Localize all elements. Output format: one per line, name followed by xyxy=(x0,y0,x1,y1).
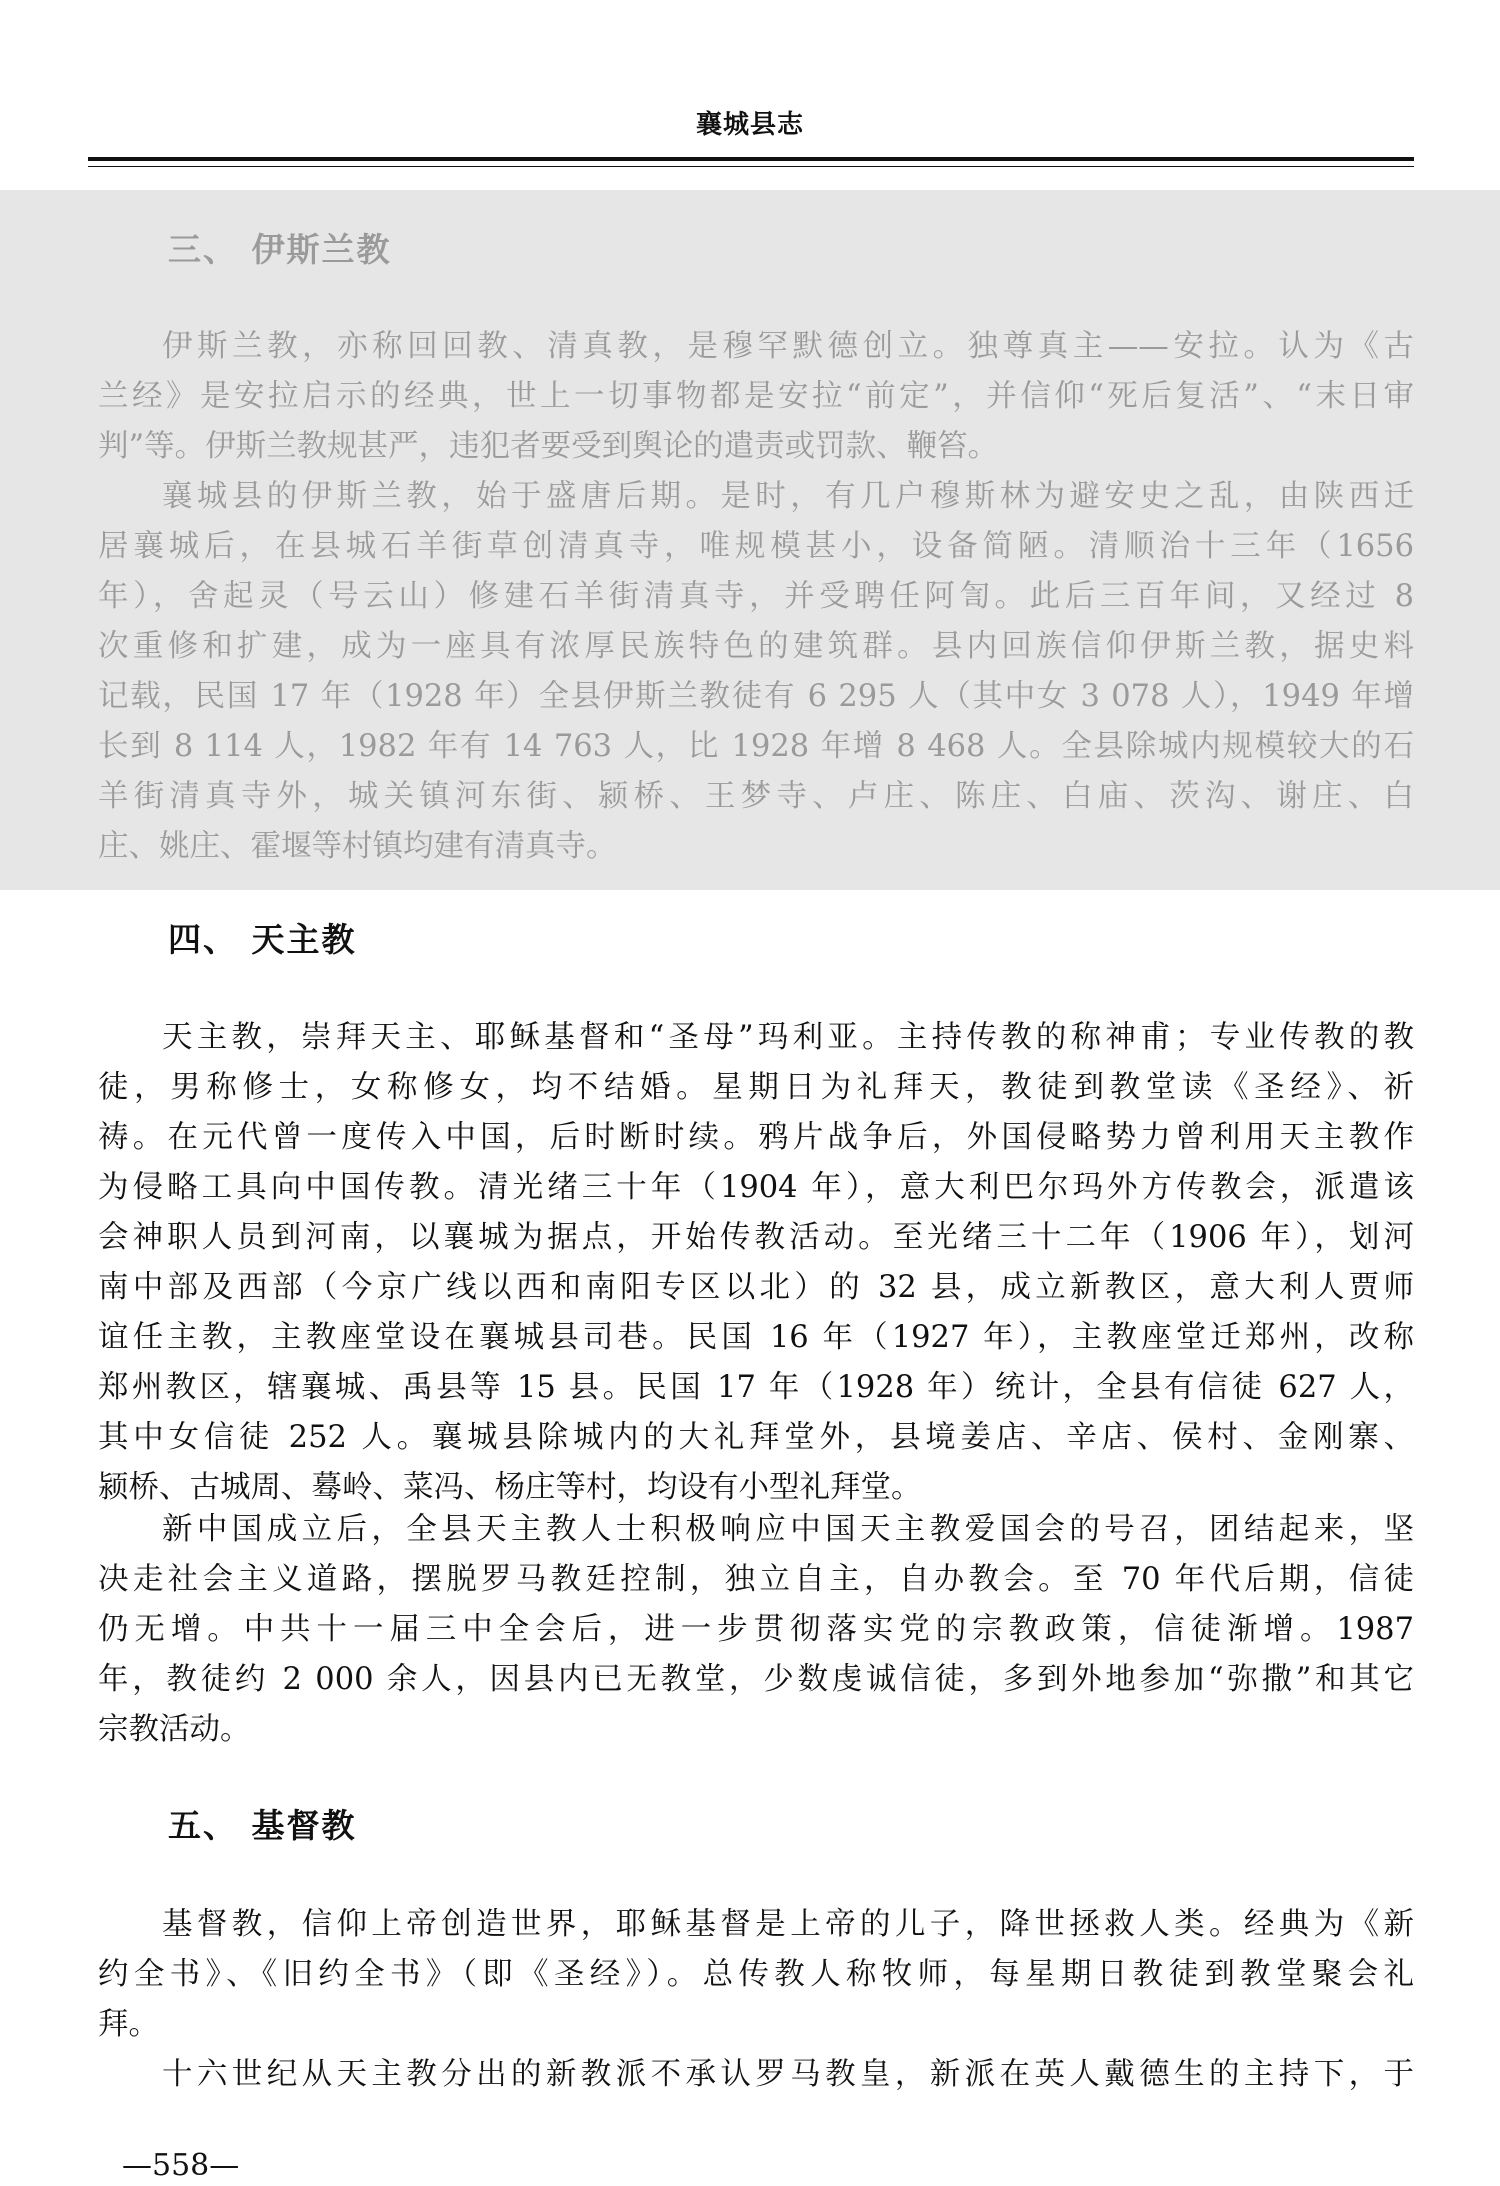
text-line: 基督教，信仰上帝创造世界，耶稣基督是上帝的儿子，降世拯救人类。经典为《新 xyxy=(162,1907,1414,1942)
text-line: 羊街清真寺外，城关镇河东街、颍桥、王梦寺、卢庄、陈庄、白庙、茨沟、谢庄、白 xyxy=(98,779,1414,814)
paragraph-catholic-2 xyxy=(98,1505,1414,1755)
paragraph-islam-1 xyxy=(98,322,1414,472)
text-line: 约全书》、《旧约全书》（即《圣经》）。总传教人称牧师，每星期日教徒到教堂聚会礼 xyxy=(98,1957,1414,1992)
page-number: —558— xyxy=(122,2148,240,2183)
text-line: 南中部及西部（今京广线以西和南阳专区以北）的 32 县，成立新教区，意大利人贾师 xyxy=(98,1270,1414,1305)
text-line: 判”等。伊斯兰教规甚严，违犯者要受到舆论的遣责或罚款、鞭笞。 xyxy=(98,429,999,464)
text-line: 年，教徒约 2 000 余人，因县内已无教堂，少数虔诚信徒，多到外地参加“弥撒”和其它 xyxy=(98,1662,1414,1697)
text-line: 为侵略工具向中国传教。清光绪三十年（1904 年），意大利巴尔玛外方传教会，派遣该 xyxy=(98,1170,1414,1205)
text-line: 仍无增。中共十一届三中全会后，进一步贯彻落实党的宗教政策，信徒渐增。1987 xyxy=(98,1612,1414,1647)
text-line: 会神职人员到河南，以襄城为据点，开始传教活动。至光绪三十二年（1906 年），划河 xyxy=(98,1220,1414,1255)
text-line: 年），舍起灵（号云山）修建石羊街清真寺，并受聘任阿訇。此后三百年间，又经过 8 xyxy=(98,579,1414,614)
paragraph-islam-2 xyxy=(98,472,1414,872)
text-line: 新中国成立后，全县天主教人士积极响应中国天主教爱国会的号召，团结起来，坚 xyxy=(162,1512,1414,1547)
text-line: 伊斯兰教，亦称回回教、清真教，是穆罕默德创立。独尊真主——安拉。认为《古 xyxy=(162,329,1414,364)
text-line: 决走社会主义道路，摆脱罗马教廷控制，独立自主，自办教会。至 70 年代后期，信徒 xyxy=(98,1562,1414,1597)
text-line: 次重修和扩建，成为一座具有浓厚民族特色的建筑群。县内回族信仰伊斯兰教，据史料 xyxy=(98,629,1414,664)
text-line: 颍桥、古城周、蓦岭、菜冯、杨庄等村，均设有小型礼拜堂。 xyxy=(98,1470,922,1505)
text-line: 其中女信徒 252 人。襄城县除城内的大礼拜堂外，县境姜店、辛店、侯村、金刚寨、 xyxy=(98,1420,1414,1455)
text-line: 拜。 xyxy=(98,2007,159,2042)
paragraph-protestant-2 xyxy=(98,2050,1414,2100)
text-line: 襄城县的伊斯兰教，始于盛唐后期。是时，有几户穆斯林为避安史之乱，由陕西迁 xyxy=(162,479,1414,514)
text-line: 谊任主教，主教座堂设在襄城县司巷。民国 16 年（1927 年），主教座堂迁郑州，改称 xyxy=(98,1320,1414,1355)
section-heading-protestant: 五、 基督教 xyxy=(168,1806,357,1845)
text-line: 庄、姚庄、霍堰等村镇均建有清真寺。 xyxy=(98,829,617,864)
text-line: 长到 8 114 人，1982 年有 14 763 人，比 1928 年增 8 468 人。全县除城内规模较大的石 xyxy=(98,729,1414,764)
text-line: 徒，男称修士，女称修女，均不结婚。星期日为礼拜天，教徒到教堂读《圣经》、祈 xyxy=(98,1070,1414,1105)
running-header: 襄城县志 xyxy=(695,110,804,140)
text-line: 居襄城后，在县城石羊街草创清真寺，唯规模甚小，设备简陋。清顺治十三年（1656 xyxy=(98,529,1414,564)
section-heading-catholic: 四、 天主教 xyxy=(168,920,357,959)
text-line: 十六世纪从天主教分出的新教派不承认罗马教皇，新派在英人戴德生的主持下，于 xyxy=(162,2057,1414,2092)
text-line: 祷。在元代曾一度传入中国，后时断时续。鸦片战争后，外国侵略势力曾利用天主教作 xyxy=(98,1120,1414,1155)
text-line: 天主教，崇拜天主、耶稣基督和“圣母”玛利亚。主持传教的称神甫；专业传教的教 xyxy=(162,1020,1414,1055)
header-rule-thick xyxy=(88,157,1414,161)
text-line: 郑州教区，辖襄城、禹县等 15 县。民国 17 年（1928 年）统计，全县有信徒 627 人， xyxy=(98,1370,1414,1405)
paragraph-catholic-1 xyxy=(98,1013,1414,1513)
text-line: 宗教活动。 xyxy=(98,1712,251,1747)
text-line: 兰经》是安拉启示的经典，世上一切事物都是安拉“前定”，并信仰“死后复活”、“末日审 xyxy=(98,379,1414,414)
section-heading-islam: 三、 伊斯兰教 xyxy=(168,230,392,269)
text-line: 记载，民国 17 年（1928 年）全县伊斯兰教徒有 6 295 人（其中女 3 078 人），1949 年增 xyxy=(98,679,1414,714)
header-rule-thin xyxy=(88,166,1414,167)
paragraph-protestant-1 xyxy=(98,1900,1414,2050)
